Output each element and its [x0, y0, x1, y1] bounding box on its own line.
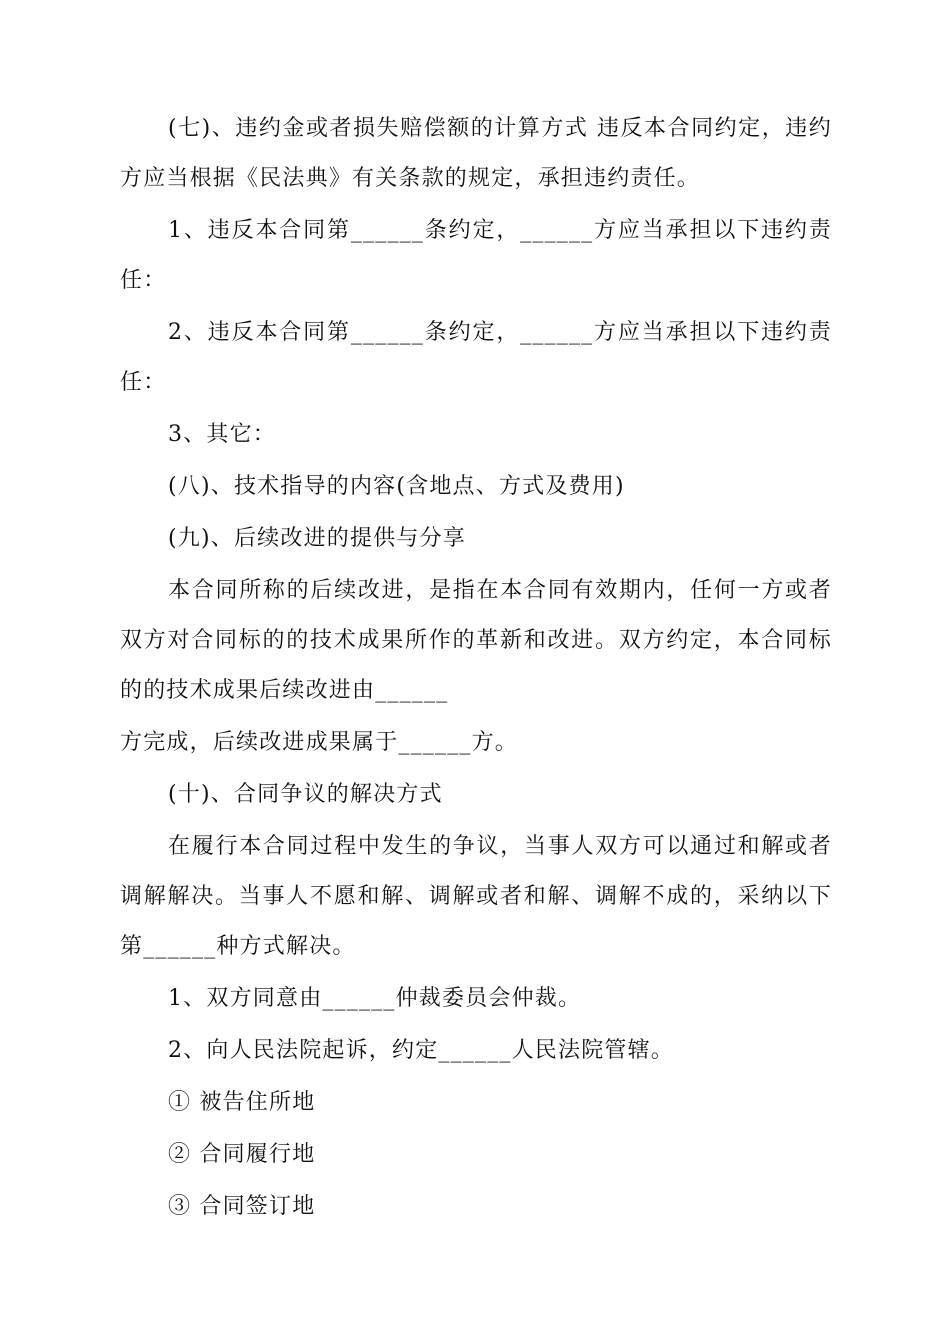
- clause-ten-option-1: 1、双方同意由______仲裁委员会仲裁。: [168, 986, 582, 1011]
- document-body: [120, 104, 832, 1234]
- clause-ten-body: 在履行本合同过程中发生的争议，当事人双方可以通过和解或者调解解决。当事人不愿和解、调解或者和解、调解不成的，采纳以下第______种方式解决。: [120, 834, 832, 959]
- clause-ten-option-2: 2、向人民法院起诉，约定______人民法院管辖。: [168, 1038, 674, 1063]
- jurisdiction-option-signing-place: ③ 合同签订地: [168, 1194, 316, 1219]
- clause-seven-item-1: 1、违反本合同第______条约定，______方应当承担以下违约责任：: [120, 218, 832, 293]
- clause-nine-body: 本合同所称的后续改进，是指在本合同有效期内，任何一方或者双方对合同标的的技术成果所作的革新和改进。双方约定，本合同标的的技术成果后续改进由______: [120, 578, 832, 703]
- jurisdiction-option-performance-place: ② 合同履行地: [168, 1142, 316, 1167]
- clause-nine-heading: (九)、后续改进的提供与分享: [168, 526, 466, 551]
- clause-seven-heading-paragraph: (七)、违约金或者损失赔偿额的计算方式 违反本合同约定，违约方应当根据《民法典》有关条款的规定，承担违约责任。: [120, 116, 832, 191]
- clause-eight-heading: (八)、技术指导的内容(含地点、方式及费用): [168, 474, 625, 499]
- clause-seven-item-2: 2、违反本合同第______条约定，______方应当承担以下违约责任：: [120, 320, 832, 395]
- clause-seven-item-3: 3、其它：: [168, 422, 276, 447]
- clause-nine-body-continuation: 方完成，后续改进成果属于______方。: [120, 730, 519, 755]
- clause-ten-heading: (十)、合同争议的解决方式: [168, 782, 443, 807]
- jurisdiction-option-defendant-domicile: ① 被告住所地: [168, 1090, 316, 1115]
